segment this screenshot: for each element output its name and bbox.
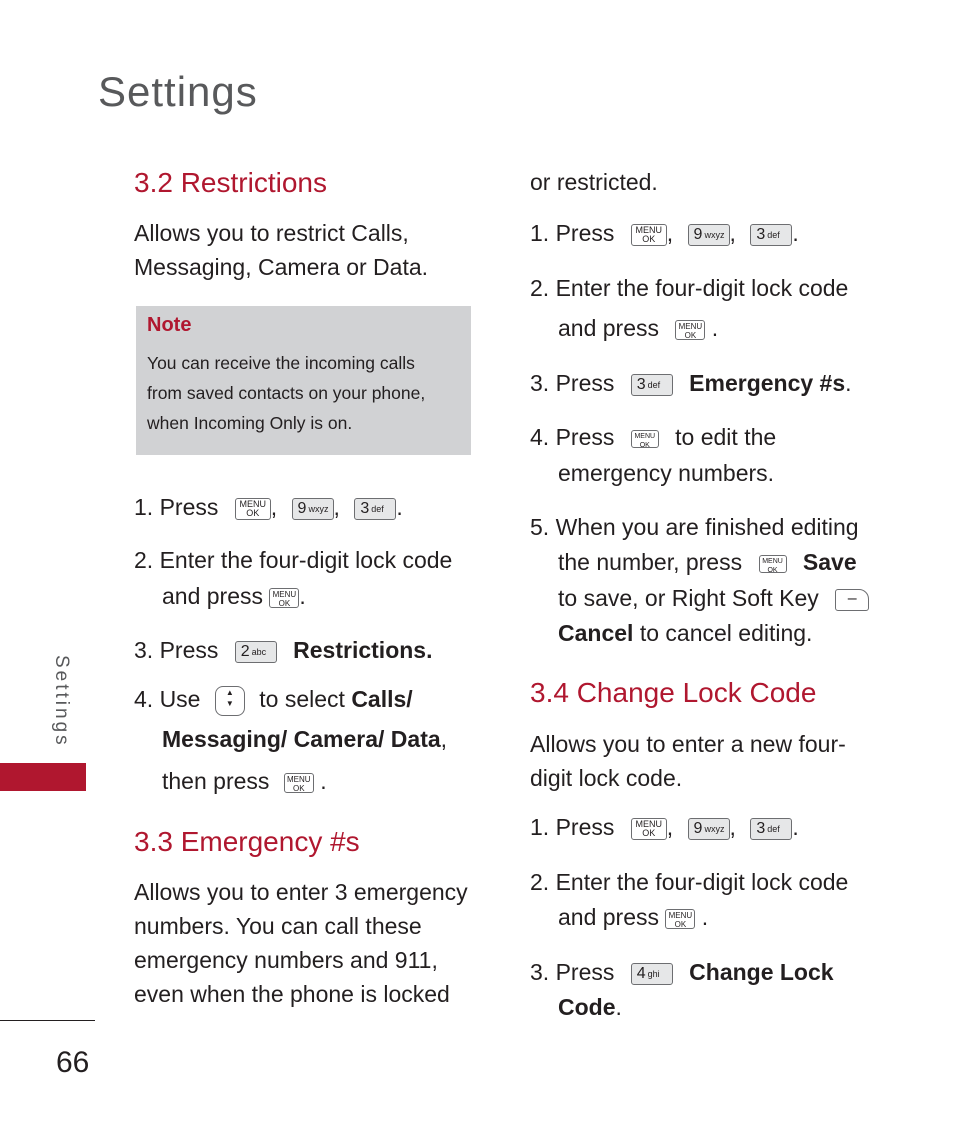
page-number: 66: [56, 1046, 90, 1079]
note-line: You can receive the incoming calls: [147, 353, 415, 373]
step-label: 1. Press: [134, 494, 219, 520]
note-box: [136, 306, 471, 455]
menu-ok-key-icon: MENU OK: [284, 773, 314, 793]
menu-ok-key-icon: MENU OK: [269, 588, 299, 608]
right-soft-key-icon: –: [835, 589, 869, 611]
menu-ok-key-icon: MENU OK: [631, 224, 667, 246]
restrictions-step-2: 2. Enter the four-digit lock code: [134, 547, 453, 573]
change-lock-step-2-cont: and press MENU OK .: [558, 904, 709, 930]
note-line: from saved contacts on your phone,: [147, 383, 426, 403]
bold-term: Messaging/ Camera/ Data: [162, 726, 441, 752]
emergency-step-5-cont3: Cancel to cancel editing.: [558, 620, 813, 646]
side-section-label: Settings: [51, 655, 72, 748]
restrictions-step-4-cont: Messaging/ Camera/ Data,: [162, 726, 448, 752]
change-lock-step-3-cont: Code.: [558, 994, 622, 1020]
emergency-step-5-cont2: to save, or Right Soft Key –: [558, 585, 869, 612]
footer-divider: [0, 1020, 95, 1021]
restrictions-intro: [134, 216, 428, 284]
section-heading-change-lock-code: 3.4 Change Lock Code: [530, 677, 817, 708]
change-lock-step-3: 3. Press 4 $^{ghi}$ Change Lock: [530, 959, 834, 985]
key-3-icon: 3 $^{def}$: [354, 498, 396, 520]
change-lock-intro-line: Allows you to enter a new four-: [530, 731, 846, 757]
menu-ok-key-icon: MENU OK: [631, 430, 659, 448]
key-9-icon: 9 $^{wxyz}$: [292, 498, 334, 520]
section-heading-emergency: 3.3 Emergency #s: [134, 826, 360, 857]
menu-ok-key-icon: MENU OK: [675, 320, 705, 340]
emergency-step-3: 3. Press 3 $^{def}$ Emergency #s.: [530, 370, 852, 396]
side-section-tab: [0, 763, 86, 791]
emergency-intro-line: even when the phone is locked: [134, 981, 450, 1007]
bold-term: Restrictions.: [293, 637, 433, 663]
restrictions-step-4-cont2: then press MENU OK .: [162, 768, 327, 794]
change-lock-step-2: 2. Enter the four-digit lock code: [530, 869, 849, 895]
bold-term: Emergency #s: [689, 370, 846, 396]
emergency-step-5: 5. When you are finished editing: [530, 514, 859, 540]
emergency-step-4-cont: emergency numbers.: [558, 460, 775, 486]
emergency-step-4: 4. Press MENU OK to edit the: [530, 424, 777, 450]
emergency-intro-cont: or restricted.: [530, 169, 658, 195]
menu-ok-key-icon: MENU OK: [759, 555, 787, 573]
note-line: when Incoming Only is on.: [147, 413, 353, 433]
emergency-intro-line: numbers. You can call these: [134, 913, 422, 939]
bold-term: Change Lock: [689, 959, 834, 985]
change-lock-intro-line: digit lock code.: [530, 765, 683, 791]
change-lock-step-1: 1. Press MENU OK , 9 $^{wxyz}$ , 3 $^{def}$ .: [530, 814, 799, 840]
page-title: Settings: [98, 68, 258, 115]
emergency-step-1: 1. Press MENU OK , 9 $^{wxyz}$ , 3 $^{def}$ .: [530, 220, 799, 246]
restrictions-intro-line: Messaging, Camera or Data.: [134, 254, 429, 280]
bold-term: Calls/: [351, 686, 413, 713]
emergency-step-2-cont: and press MENU OK .: [558, 315, 719, 341]
bold-term: Cancel: [558, 620, 634, 646]
key-9-icon: 9 $^{wxyz}$: [688, 224, 730, 246]
key-3-icon: 3 $^{def}$: [631, 374, 673, 396]
key-2-icon: 2 $^{abc}$: [235, 641, 277, 663]
section-heading-restrictions: 3.2 Restrictions: [134, 167, 327, 198]
menu-ok-key-icon: MENU OK: [631, 818, 667, 840]
key-3-icon: 3 $^{def}$: [750, 818, 792, 840]
emergency-intro-line: emergency numbers and 911,: [134, 947, 438, 973]
emergency-step-2: 2. Enter the four-digit lock code: [530, 275, 849, 301]
restrictions-intro-line: Allows you to restrict Calls,: [134, 220, 409, 246]
emergency-step-5-cont: the number, press MENU OK Save: [558, 549, 857, 575]
note-title: Note: [147, 314, 192, 336]
restrictions-step-4: 4. Use ▲ ▼ to select Calls/: [134, 686, 413, 716]
restrictions-step-2-cont: and press MENU OK .: [162, 583, 306, 609]
key-3-icon: 3 $^{def}$: [750, 224, 792, 246]
navigation-key-icon: ▲ ▼: [215, 686, 245, 716]
key-9-icon: 9 $^{wxyz}$: [688, 818, 730, 840]
key-4-icon: 4 $^{ghi}$: [631, 963, 673, 985]
change-lock-intro: [530, 727, 846, 795]
menu-ok-key-icon: MENU OK: [235, 498, 271, 520]
emergency-intro-line: Allows you to enter 3 emergency: [134, 879, 468, 905]
restrictions-step-3: 3. Press 2 $^{abc}$ Restrictions.: [134, 637, 433, 663]
bold-term: Save: [802, 549, 857, 575]
menu-ok-key-icon: MENU OK: [665, 909, 695, 929]
restrictions-step-1: 1. Press MENU OK , 9 $^{wxyz}$ , 3 $^{def}$ .: [134, 494, 403, 520]
note-body: [147, 348, 465, 438]
emergency-intro: [134, 875, 468, 1011]
bold-term: Code: [558, 994, 616, 1020]
